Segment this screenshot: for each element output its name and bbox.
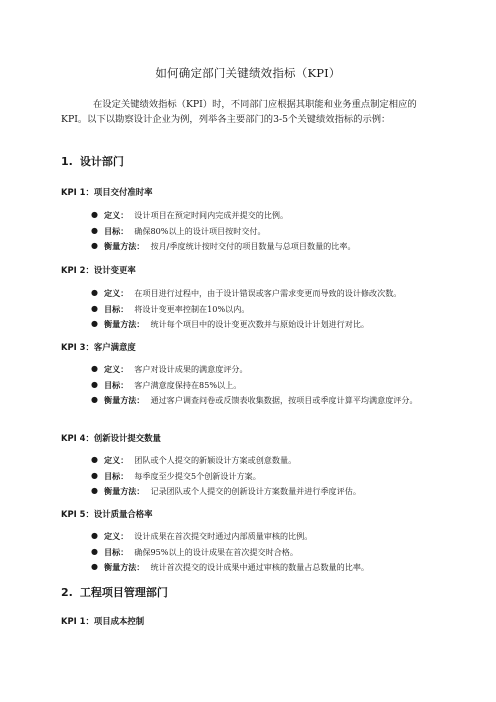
bullet-icon: ● [91, 364, 98, 373]
list-item: ● 定义： 客户对设计成果的满意度评分。 [91, 364, 248, 374]
bullet-icon: ● [91, 210, 98, 219]
section-number: 1. [61, 155, 73, 168]
list-item: ● 衡量方法： 记录团队或个人提交的创新设计方案数量并进行季度评估。 [91, 486, 361, 496]
bullet-icon: ● [91, 531, 98, 540]
list-item: ● 目标： 客户满意度保持在85%以上。 [91, 379, 242, 390]
section-heading [61, 584, 168, 600]
list-item: ● 衡量方法： 统计每个项目中的设计变更次数并与原始设计计划进行对比。 [91, 319, 370, 329]
bullet-icon: ● [91, 303, 98, 313]
list-item: ● 目标： 确保80%以上的设计项目按时交付。 [91, 225, 266, 236]
bullet-icon: ● [91, 319, 98, 328]
kpi-item-list [0, 453, 496, 500]
kpi-heading: KPI 2：设计变更率 [61, 265, 136, 275]
kpi-heading: KPI 5：设计质量合格率 [61, 509, 153, 519]
kpi-item-list [0, 286, 496, 333]
list-item: ● 目标： 每季度至少提交5个创新设计方案。 [91, 470, 261, 481]
kpi-heading: KPI 3：客户满意度 [61, 342, 136, 352]
section-title: 工程项目管理部门 [79, 586, 168, 599]
intro-paragraph: 在设定关键绩效指标（KPI）时，不同部门应根据其职能和业务重点制定相应的KPI。以下以勘察设计企业为例，列举各主要部门的3-5个关键绩效指标的示例： [61, 99, 417, 125]
list-item: ● 定义： 在项目进行过程中，由于设计错误或客户需求变更而导致的设计修改次数。 [91, 288, 402, 298]
list-item: ● 衡量方法： 通过客户调查问卷或反馈表收集数据，按项目或季度计算平均满意度评分。 [91, 395, 418, 405]
section-title: 设计部门 [79, 155, 124, 168]
kpi-heading: KPI 4：创新设计提交数量 [61, 433, 161, 443]
kpi-item-list [0, 529, 496, 576]
list-item: ● 定义： 设计成果在首次提交时通过内部质量审核的比例。 [91, 531, 313, 541]
list-item: ● 定义： 团队或个人提交的新颖设计方案或创意数量。 [91, 455, 297, 465]
bullet-icon: ● [91, 486, 98, 495]
bullet-icon: ● [91, 288, 98, 297]
bullet-icon: ● [91, 225, 98, 235]
page-title: 如何确定部门关键绩效指标（KPI） [155, 66, 341, 80]
kpi-item-list [0, 362, 496, 409]
list-item: ● 衡量方法： 按月/季度统计按时交付的项目数量与总项目数量的比率。 [91, 241, 356, 251]
kpi-heading: KPI 1：项目交付准时率 [61, 187, 153, 197]
bullet-icon: ● [91, 546, 98, 556]
bullet-icon: ● [91, 562, 98, 571]
section-number: 2. [61, 586, 73, 599]
section-heading [61, 153, 124, 169]
bullet-icon: ● [91, 379, 98, 389]
bullet-icon: ● [91, 241, 98, 250]
bullet-icon: ● [91, 470, 98, 480]
kpi-item-list [0, 208, 496, 255]
list-item: ● 目标： 确保95%以上的设计成果在首次提交时合格。 [91, 546, 298, 557]
bullet-icon: ● [91, 455, 98, 464]
kpi-heading: KPI 1：项目成本控制 [61, 616, 145, 626]
list-item: ● 衡量方法： 统计首次提交的设计成果中通过审核的数量占总数量的比率。 [91, 562, 370, 572]
list-item: ● 定义： 设计项目在预定时间内完成并提交的比例。 [91, 210, 289, 220]
bullet-icon: ● [91, 395, 98, 404]
list-item: ● 目标： 将设计变更率控制在10%以内。 [91, 303, 250, 314]
